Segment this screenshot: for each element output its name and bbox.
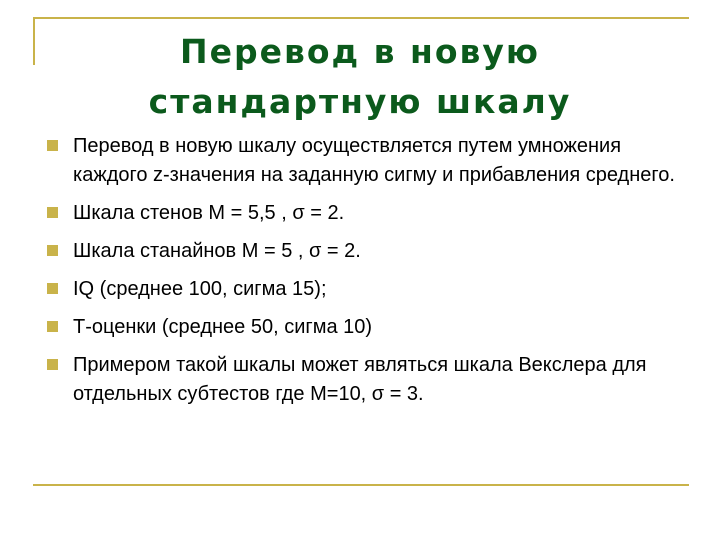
frame-bottom-rule: [33, 484, 689, 486]
slide-title-line-1: Перевод в новую: [179, 32, 541, 71]
bullet-text: Шкала стенов М = 5,5 , σ = 2.: [73, 202, 345, 224]
bullet-item: [45, 275, 675, 304]
bullet-text: Т-оценки (среднее 50, сигма 10): [73, 316, 373, 338]
square-bullet-icon: [47, 207, 58, 218]
square-bullet-icon: [47, 245, 58, 256]
slide-title: [60, 27, 660, 127]
bullet-item: [45, 313, 675, 342]
bullet-list: [45, 132, 675, 418]
bullet-item: [45, 351, 675, 409]
bullet-text: Примером такой шкалы может являться шкала Векслера для отдельных субтестов где М=10, σ = 3.: [73, 354, 647, 405]
bullet-item: [45, 237, 675, 266]
square-bullet-icon: [47, 359, 58, 370]
square-bullet-icon: [47, 283, 58, 294]
bullet-item: [45, 132, 675, 190]
bullet-text: IQ (среднее 100, сигма 15);: [73, 278, 327, 300]
frame-left-rule: [33, 17, 35, 65]
bullet-text: Шкала станайнов М = 5 , σ = 2.: [73, 240, 361, 262]
slide-title-line-2: стандартную шкалу: [148, 82, 572, 121]
frame-top-rule: [33, 17, 689, 19]
bullet-text: Перевод в новую шкалу осуществляется путем умножения каждого z-значения на заданную сигму и прибавления среднего.: [73, 135, 675, 186]
square-bullet-icon: [47, 140, 58, 151]
square-bullet-icon: [47, 321, 58, 332]
bullet-item: [45, 199, 675, 228]
